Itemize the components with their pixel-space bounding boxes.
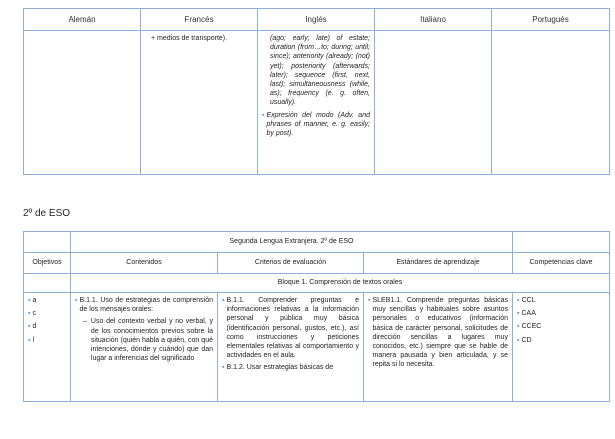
header-italiano: Italiano (375, 9, 492, 31)
estandares-item (364, 293, 512, 370)
cell-objetivos (24, 293, 71, 402)
ingles-text-1: (ago; early; late) of estate; duration (from…to; during; until; since); anteriority (already; (not) yet); posteriority (afterwards; later); sequence (first, next, last); simultaneousness (while, as); frequency (e. g. often, usually). (270, 35, 370, 107)
competencia-item (517, 309, 605, 318)
bullet-icon: ▪ (517, 323, 520, 331)
bullet-icon: ▪ (262, 111, 265, 119)
cell-contenidos (71, 293, 218, 402)
bullet-icon: ▪ (517, 336, 520, 344)
objetivo-item (28, 336, 66, 345)
cell-ingles (258, 31, 375, 175)
objetivo-item (28, 322, 66, 331)
competencia-label: CCL (521, 297, 536, 304)
contenidos-sub-text: Uso del contexto verbal y no verbal, y de los conocimientos previos sobre la situación (quién habla a quién, con qué intenciones, dónde y cuándo) que dan lugar a inferencias del significado (90, 318, 213, 363)
bullet-icon: ▪ (222, 364, 225, 372)
objetivo-item (28, 296, 66, 305)
objetivos-list (24, 293, 70, 345)
bullet-icon: ▪ (75, 297, 78, 304)
objetivo-label: a (32, 297, 37, 304)
header-frances: Francés (141, 9, 258, 31)
bullet-icon: ▪ (28, 336, 31, 344)
header-objetivos: Objetivos (24, 253, 71, 274)
objetivo-item (28, 309, 66, 318)
bloque-title: Bloque 1. Comprensión de textos orales (71, 274, 610, 293)
cell-competencias (513, 293, 610, 402)
criterios-item-2 (218, 360, 363, 372)
header-portugues: Portugués (492, 9, 610, 31)
dash-icon: – (83, 318, 87, 326)
title-empty-cell (24, 232, 71, 253)
language-table-top (23, 8, 610, 175)
competencia-item (517, 336, 605, 345)
competencias-list (513, 293, 609, 345)
objetivo-label: c (32, 310, 36, 318)
header-ingles: Inglés (258, 9, 375, 31)
bullet-icon: ▪ (28, 297, 31, 304)
competencia-item (517, 322, 605, 331)
header-competencias: Competencias clave (513, 253, 610, 274)
bullet-icon: ▪ (517, 297, 520, 304)
ingles-item-2 (258, 108, 374, 139)
section-heading: 2º de ESO (23, 208, 71, 219)
cell-portugues (492, 31, 610, 175)
bullet-icon: ▪ (28, 323, 31, 331)
competencia-label: CD (521, 336, 532, 344)
competencia-item (517, 296, 605, 305)
cell-estandares (364, 293, 513, 402)
cell-frances (141, 31, 258, 175)
frances-text: + medios de transporte). (151, 35, 228, 42)
curriculum-table (23, 231, 610, 402)
table-title: Segunda Lengua Extranjera. 2º de ESO (71, 232, 513, 253)
contenidos-sub (71, 314, 217, 363)
criterios-2-text: B.1.2. Usar estrategias básicas de (226, 364, 334, 372)
criterios-item-1 (218, 293, 363, 360)
contenidos-main-text: B.1.1. Uso de estrategias de comprensión de los mensajes orales: (79, 297, 213, 314)
bullet-icon: ▪ (368, 297, 371, 304)
bloque-empty-cell (24, 274, 71, 293)
competencia-label: CCEC (521, 323, 542, 331)
criterios-1-text: B.1.1. Comprender preguntas e informaciones relativas a la información personal y pública muy básica (identificación personal, gustos, etc.), así como instrucciones y peticiones elementales relativas al comportamiento y actividades en el aula. (226, 297, 359, 360)
header-criterios: Criterios de evaluación (218, 253, 364, 274)
ingles-item-2-text: Expresión del modo (Adv. and phrases of manner, e. g. easily; by post). (266, 111, 370, 138)
cell-italiano (375, 31, 492, 175)
cell-criterios (218, 293, 364, 402)
objetivo-label: d (32, 323, 37, 331)
objetivo-label: l (32, 336, 35, 344)
header-aleman: Alemán (24, 9, 141, 31)
bullet-icon: ▪ (222, 297, 225, 304)
bullet-icon: ▪ (517, 310, 520, 318)
header-contenidos: Contenidos (71, 253, 218, 274)
bullet-icon: ▪ (28, 310, 31, 318)
contenidos-main (71, 293, 217, 314)
cell-aleman (24, 31, 141, 175)
competencia-label: CAA (521, 310, 536, 318)
header-estandares: Estándares de aprendizaje (364, 253, 513, 274)
title-empty-cell-right (513, 232, 610, 253)
estandares-text: SLEB1.1. Comprende preguntas básicas muy sencillas y habituales sobre asuntos personales o educativos (información básica de carácter personal, solicitudes de dirección sencillas a lugares muy conocidos, etc.) siempre que se hable de manera pausada y bien articulada, y se repita si lo necesita. (372, 297, 509, 369)
